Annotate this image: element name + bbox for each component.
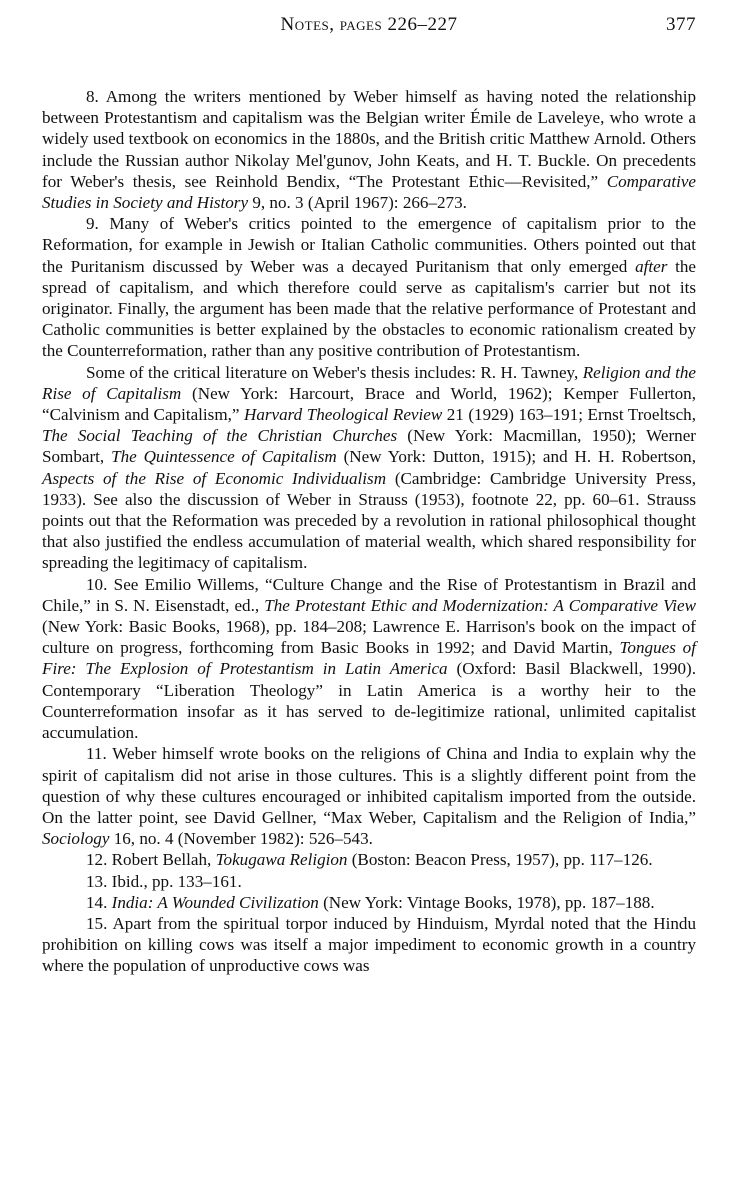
note-text: (New York: Basic Books, 1968), pp. 184–208; Lawrence E. Harrison's book on the impact of culture on progress, forthcoming from Basic Books in 1992; and David Martin,: [42, 617, 696, 658]
endnotes: [42, 86, 696, 977]
note-text: (Cambridge: Cambridge University Press, 1933). See also the discussion of Weber in Strauss (1953), footnote 22, pp. 60–61. Strauss points out that the Reformation was preceded by a revolution in rational philosophical thought that also justified the endless accumulation of material wealth, which shared responsibility for spreading the legitimacy of capitalism.: [42, 468, 696, 573]
page-number: 377: [666, 14, 696, 35]
note-text: 14.: [86, 892, 112, 912]
note-text: (New York: Macmillan, 1950); Werner Sombart,: [42, 426, 696, 467]
italic-title: Aspects of the Rise of Economic Individualism: [42, 468, 387, 488]
note-text: 10. See Emilio Willems, “Culture Change and the Rise of Protestantism in Brazil and Chile,” in S. N. Eisenstadt, ed.,: [42, 574, 696, 615]
note-text: (New York: Vintage Books, 1978), pp. 187–188.: [318, 892, 655, 912]
note-9: [42, 213, 696, 361]
note-12: [42, 849, 696, 870]
note-text: the spread of capitalism, and which therefore could serve as capitalism's carrier but not its originator. Finally, the argument has been made that the relative performance of Protestant and Catholic communities is better explained by the obstacles to economic rationalism created by the Counterreformation, rather than any positive contribution of Protestantism.: [42, 256, 696, 361]
note-10: [42, 574, 696, 744]
italic-title: The Protestant Ethic and Modernization: A Comparative View: [264, 595, 696, 615]
book-page: [42, 12, 696, 977]
running-head-title: Notes, pages 226–227: [280, 14, 458, 35]
italic-title: Harvard Theological Review: [243, 405, 443, 425]
note-text: (Oxford: Basil Blackwell, 1990). Contemporary “Liberation Theology” in Latin America is a worthy heir to the Counterreformation insofar as it has served to de-legitimize rational, unlimited capitalist accumulation.: [42, 659, 696, 743]
note-text: 11. Weber himself wrote books on the religions of China and India to explain why the spirit of capitalism did not arise in those cultures. This is a slightly different point from the question of why these cultures encouraged or inhibited capitalism imported from the outside. On the latter point, see David Gellner, “Max Weber, Capitalism and the Religion of India,”: [42, 744, 696, 827]
italic-title: Tokugawa Religion: [215, 850, 348, 870]
italic-title: after: [635, 256, 668, 276]
italic-title: India: A Wounded Civilization: [111, 892, 319, 912]
note-text: 9, no. 3 (April 1967): 266–273.: [248, 193, 467, 213]
note-text: (New York: Harcourt, Brace and World, 1962); Kemper Fullerton, “Calvinism and Capitalism,”: [42, 383, 697, 425]
note-text: (Boston: Beacon Press, 1957), pp. 117–126.: [347, 850, 653, 870]
note-text: 13. Ibid., pp. 133–161.: [86, 871, 242, 891]
note-9-continued: [42, 362, 696, 574]
note-15: [42, 913, 696, 977]
running-head: [42, 12, 696, 42]
italic-title: Tongues of Fire: The Explosion of Protestantism in Latin America: [42, 638, 696, 679]
note-text: 12. Robert Bellah,: [86, 850, 216, 870]
italic-title: Sociology: [42, 829, 110, 849]
note-text: 21 (1929) 163–191; Ernst Troeltsch,: [442, 405, 696, 425]
note-11: [42, 743, 696, 849]
italic-title: The Social Teaching of the Christian Churches: [42, 426, 398, 446]
note-text: 9. Many of Weber's critics pointed to the emergence of capitalism prior to the Reformation, for example in Jewish or Italian Catholic communities. Others pointed out that the Puritanism discussed by Weber was a decayed Puritanism that only emerged: [42, 214, 696, 276]
note-text: (New York: Dutton, 1915); and H. H. Robertson,: [336, 447, 696, 467]
note-8: [42, 86, 696, 213]
note-text: 15. Apart from the spiritual torpor induced by Hinduism, Myrdal noted that the Hindu prohibition on killing cows was itself a major impediment to economic growth in a country where the population of unproductive cows was: [42, 913, 696, 976]
note-14: [42, 892, 696, 913]
italic-title: The Quintessence of Capitalism: [111, 447, 337, 467]
note-text: 8. Among the writers mentioned by Weber himself as having noted the relationship between Protestantism and capitalism was the Belgian writer Émile de Laveleye, who wrote a widely used textbook on economics in the 1880s, and the British critic Matthew Arnold. Others include the Russian author Nikolay Mel'gunov, John Keats, and H. T. Buckle. On precedents for Weber's thesis, see Reinhold Bendix, “The Protestant Ethic—Revisited,”: [42, 87, 696, 191]
note-text: Some of the critical literature on Weber's thesis includes: R. H. Tawney,: [86, 362, 583, 382]
italic-title: Comparative Studies in Society and History: [42, 171, 696, 213]
italic-title: Religion and the Rise of Capitalism: [42, 362, 696, 403]
note-text: 16, no. 4 (November 1982): 526–543.: [109, 829, 373, 849]
note-13: [42, 871, 696, 892]
